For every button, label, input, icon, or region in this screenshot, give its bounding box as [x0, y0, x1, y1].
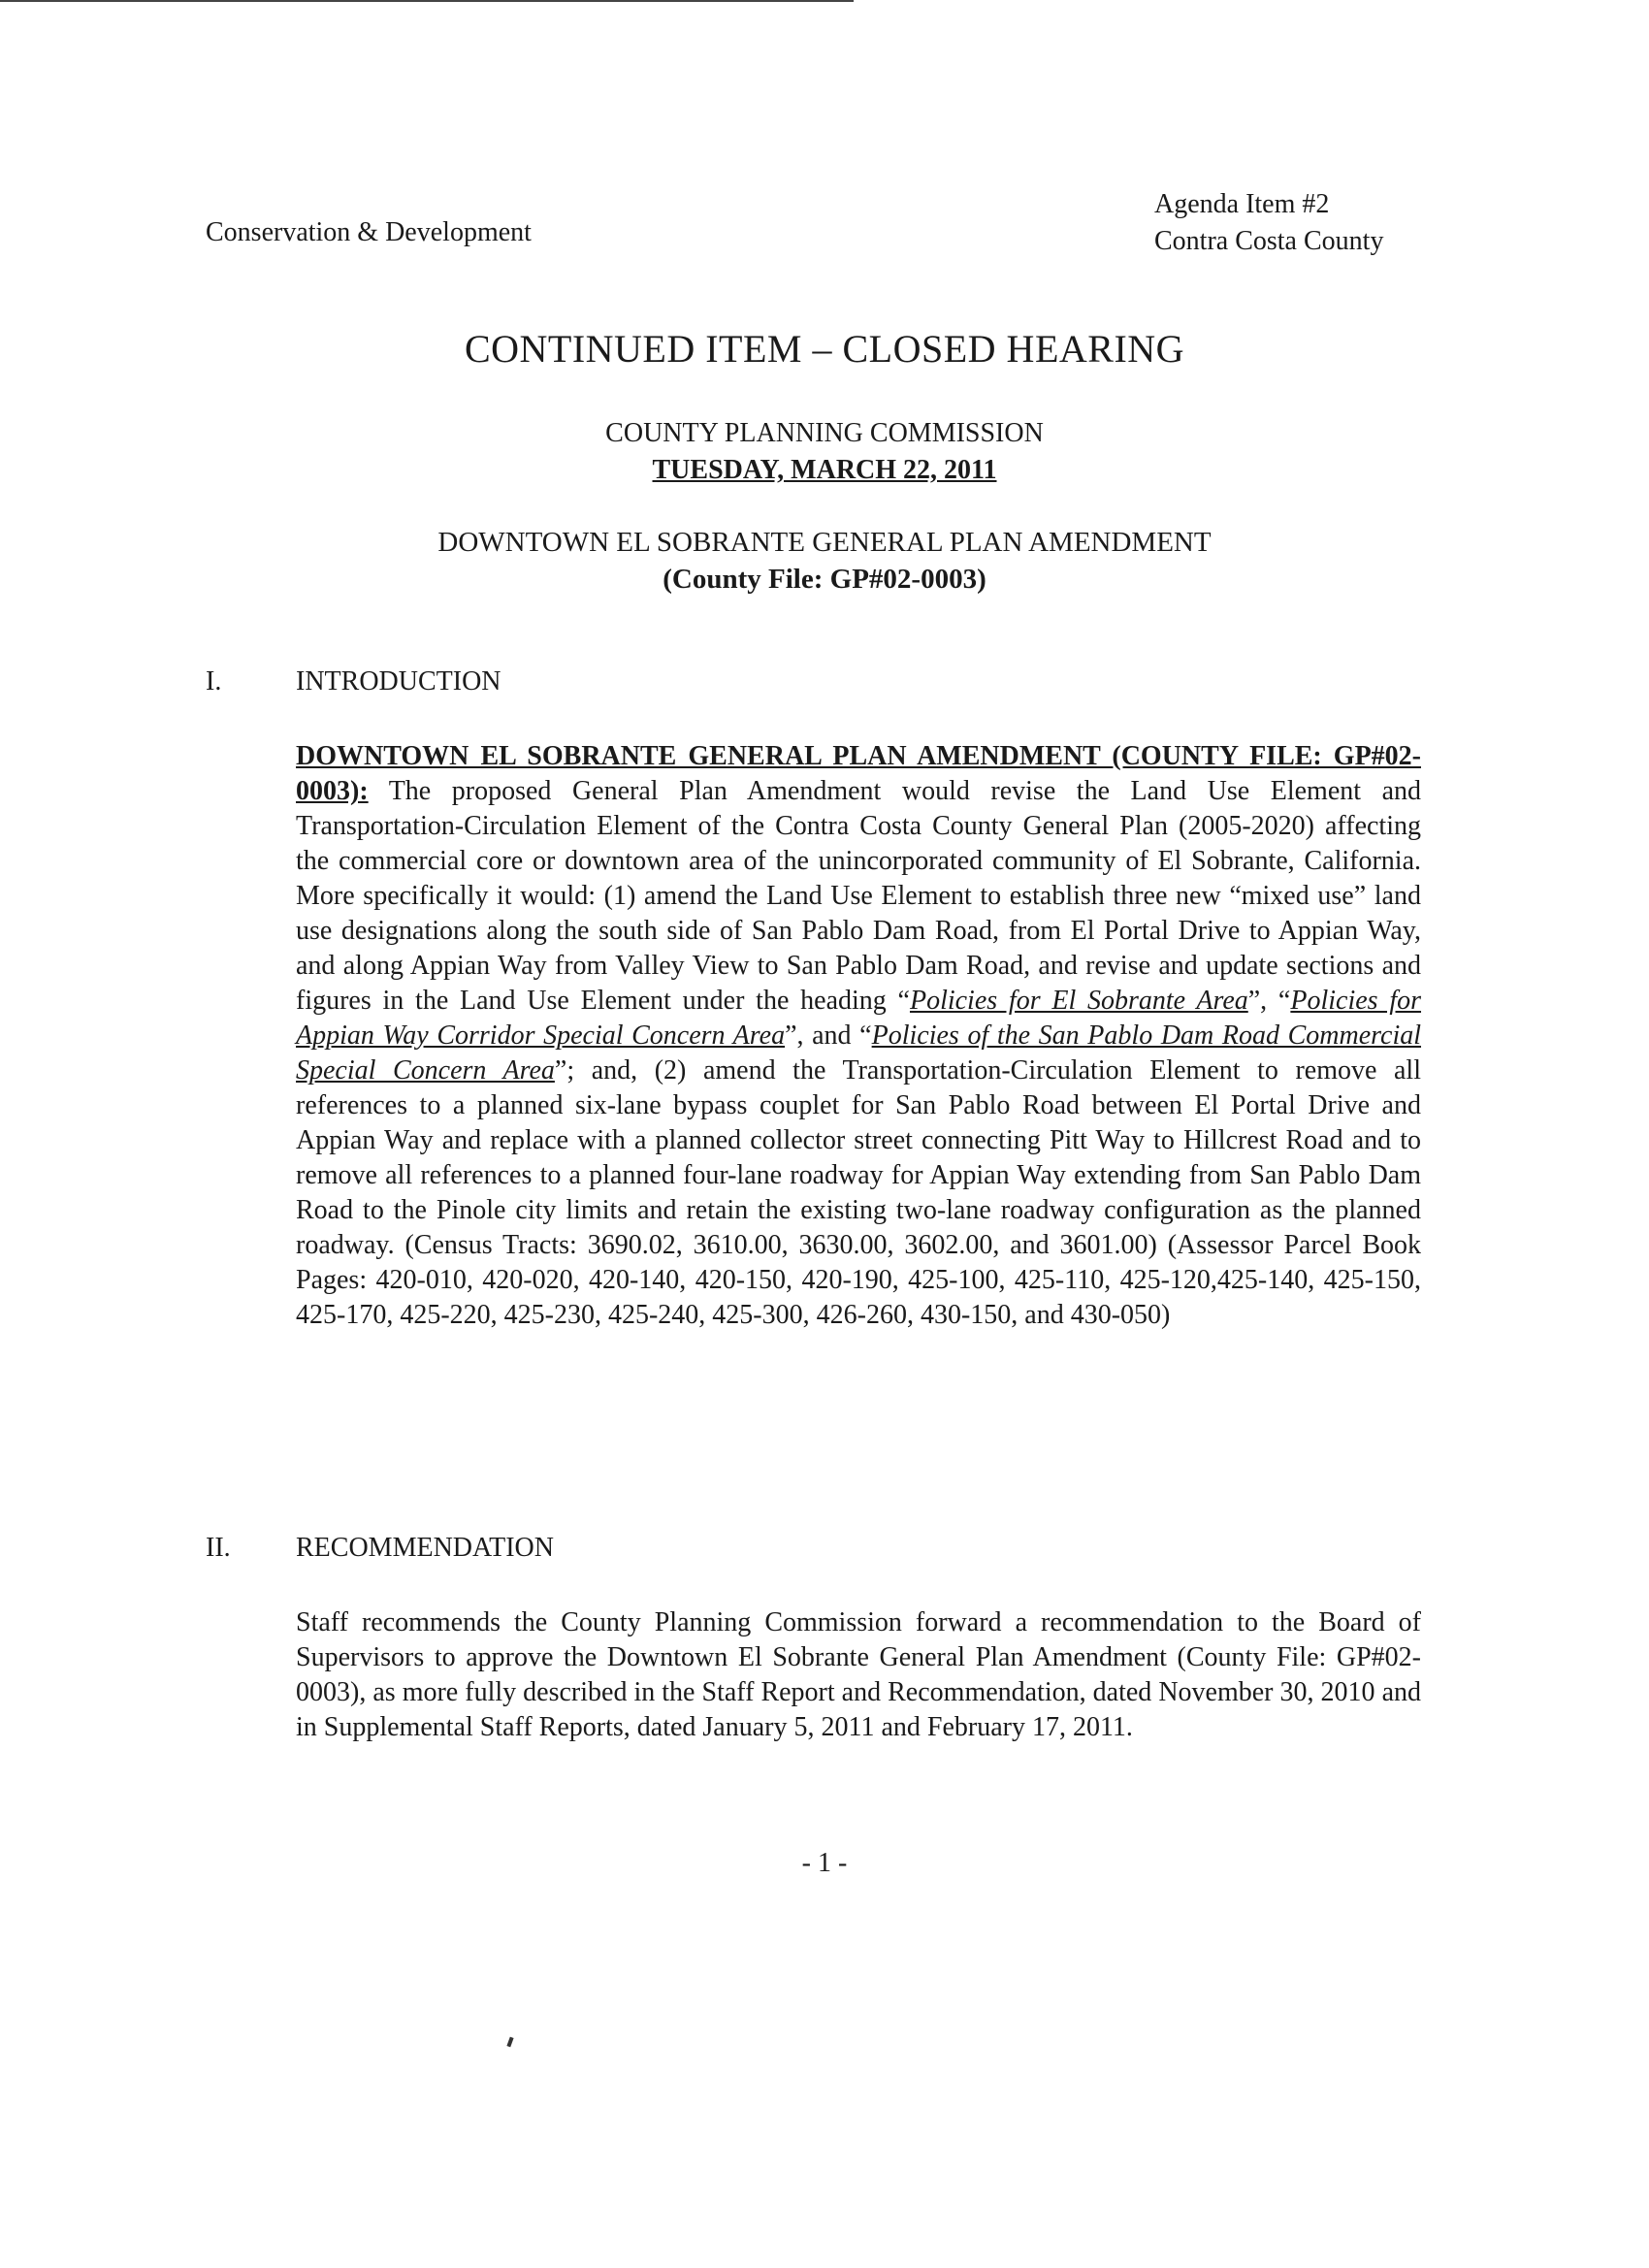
section-title: RECOMMENDATION: [296, 1533, 554, 1563]
document-title: CONTINUED ITEM – CLOSED HEARING: [464, 327, 1185, 371]
scan-edge-line: [0, 0, 854, 2]
project-title: DOWNTOWN EL SOBRANTE GENERAL PLAN AMENDMENT: [437, 527, 1212, 558]
county-file: (County File: GP#02-0003): [663, 564, 986, 595]
introduction-paragraph: [296, 739, 1421, 1333]
project-lead-title: DOWNTOWN EL SOBRANTE GENERAL PLAN AMENDMENT (COUNTY FILE: GP#02-0003):: [296, 741, 1421, 806]
scan-speck: [506, 2037, 513, 2048]
policy-reference-1: Policies for El Sobrante Area: [909, 986, 1248, 1016]
meeting-info: [0, 415, 1649, 489]
header-agenda-info: [1154, 186, 1383, 260]
recommendation-paragraph: Staff recommends the County Planning Commission forward a recommendation to the Board of Supervisors to approve the Downtown El Sobrante General Plan Amendment (County File: GP#02-0003), as more fully described in the Staff Report and Recommendation, dated November 30, 2010 and in Supplemental Staff Reports, dated January 5, 2011 and February 17, 2011.: [296, 1607, 1421, 1742]
county-name: Contra Costa County: [1154, 226, 1384, 256]
intro-text-1: The proposed General Plan Amendment would revise the Land Use Element and Transportation-Circulation Element of the Contra Costa County General Plan (2005-2020) affecting the commercial core or downtown area of the unincorporated community of El Sobrante, California. More specifically it would: (1) amend the Land Use Element to establish three new “mixed use” land use designations along the south side of San Pablo Dam Road, from El Portal Drive to Appian Way, and along Appian Way from Valley View to San Pablo Dam Road, and revise and update sections and figures in the Land Use Element under the heading “: [296, 776, 1421, 1016]
section-number: I.: [206, 666, 222, 697]
policy-reference-3: Policies of the San Pablo Dam Road Commercial Special Concern Area: [296, 1021, 1422, 1085]
page-number: - 1 -: [801, 1848, 848, 1878]
intro-text-3: ”, and “: [785, 1021, 872, 1051]
intro-text-4: ”; and, (2) amend the Transportation-Circulation Element to remove all references to a planned six-lane bypass couplet for San Pablo Road between El Portal Drive and Appian Way and replace with a planned collector street connecting Pitt Way to Hillcrest Road and to remove all references to a planned four-lane roadway for Appian Way extending from San Pablo Dam Road to the Pinole city limits and retain the existing two-lane roadway configuration as the planned roadway. (Census Tracts: 3690.02, 3610.00, 3630.00, 3602.00, and 3601.00) (Assessor Parcel Book Pages: 420-010, 420-020, 420-140, 420-150, 420-190, 425-100, 425-110, 425-120,425-140, 425-150, 425-170, 425-220, 425-230, 425-240, 425-300, 426-260, 430-150, and 430-050): [296, 1055, 1421, 1330]
section-number: II.: [206, 1533, 231, 1563]
intro-text-2: ”, “: [1247, 986, 1291, 1016]
agenda-item-number: Agenda Item #2: [1154, 189, 1330, 219]
section-title: INTRODUCTION: [296, 666, 501, 697]
policy-reference-2: Policies for Appian Way Corridor Special Concern Area: [296, 986, 1422, 1051]
meeting-date: TUESDAY, MARCH 22, 2011: [652, 455, 997, 485]
project-info: [0, 524, 1649, 598]
header-department: Conservation & Development: [206, 217, 532, 247]
commission-name: COUNTY PLANNING COMMISSION: [605, 418, 1044, 448]
